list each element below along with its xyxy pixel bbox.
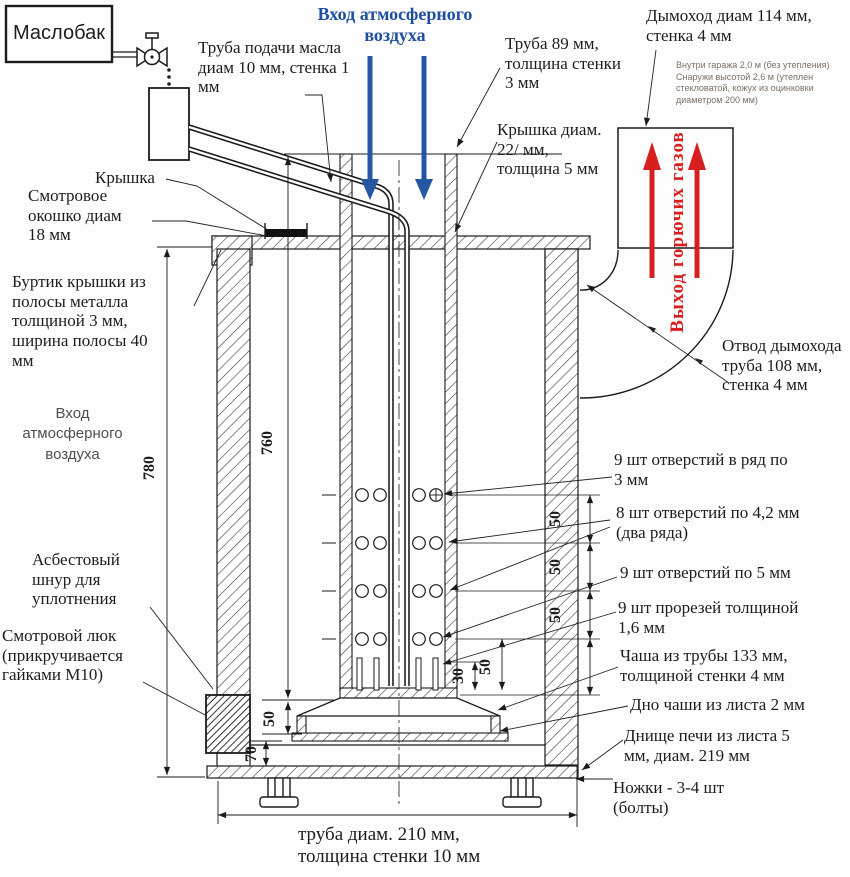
dim-780: 780 [141,456,158,480]
casing-left-wall [217,249,250,695]
inner-tube-right-wall [445,154,457,690]
bowl-bottom-sheet [292,733,508,741]
air-inlet-top-label: Вход атмосферного воздуха [317,4,473,45]
oil-tank-label: Маслобак [13,22,105,45]
flue-outlet-label: Отвод дымохода труба 108 мм, стенка 4 мм [722,336,842,395]
dim-50-a: 50 [547,511,564,527]
oil-drip-dots [167,68,171,86]
inspection-hatch-block [206,695,250,753]
dim-30: 30 [450,668,467,684]
inspection-window-label: Смотровое окошко диам 18 мм [28,186,122,245]
legs-label: Ножки - 3-4 шт (болты) [613,778,725,817]
furnace-bottom-label: Днище печи из листа 5 мм, диам. 219 мм [624,726,790,765]
lid-label: Крышка [95,168,155,187]
valve-icon [137,33,167,66]
inner-tube-left-wall [340,154,352,690]
chimney-label: Дымоход диам 114 мм, стенка 4 мм [646,6,812,45]
elbow-outer-arc [580,250,733,398]
asbestos-cord-label: Асбестовый шнур для уплотнения [32,550,120,609]
lid-diameter-label: Крышка диам. 22/ мм, толщина 5 мм [497,120,602,179]
air-slots [357,658,438,690]
bowl-wall-right [491,716,500,734]
bowl-funnel [297,698,500,716]
bowl-wall-left [297,716,306,734]
leg-bolt-right [503,778,541,807]
dim-50-bowl: 50 [261,711,278,727]
air-inlet-left-label: Вход атмосферного воздуха [22,405,123,463]
oil-intermediate-tank [149,88,189,160]
lid-plate [212,236,590,249]
inspection-window-glass [265,229,307,237]
leg-bolt-left [260,778,298,807]
dim-760: 760 [259,431,276,455]
dim-50-b: 50 [547,559,564,575]
dim-50-c: 50 [547,607,564,623]
holes-42mm-label: 8 шт отверстий по 4,2 мм (два ряда) [616,503,800,542]
air-inlet-arrows [361,56,433,200]
dim-70: 70 [243,746,260,762]
inspection-hatch-label: Смотровой люк (прикручивается гайками М10) [2,626,123,685]
oil-feed-pipe-label: Труба подачи масла диам 10 мм, стенка 1 мм [198,38,350,97]
gas-outlet-label: Выход горючих газов [667,131,688,333]
dim-50-d: 50 [477,659,494,675]
slots-label: 9 шт прорезей толщиной 1,6 мм [618,598,799,637]
garage-note: Внутри гаража 2,0 м (без утепления) Снаружи высотой 2,6 м (утеплен стекловатой, кожух из оцинковки диаметром 200 мм) [676,60,830,106]
lid-rim-label: Буртик крышки из полосы металла толщиной 3 мм, ширина полосы 40 мм [12,272,148,370]
bowl-label: Чаша из трубы 133 мм, толщиной стенки 4 мм [620,646,788,685]
bowl-bottom-label: Дно чаши из листа 2 мм [630,695,805,714]
tube-89-label: Труба 89 мм, толщина стенки 3 мм [505,34,622,93]
holes-3mm-label: 9 шт отверстий в ряд по 3 мм [614,450,788,489]
elbow-inner-arc [580,250,618,290]
holes-5mm-label: 9 шт отверстий по 5 мм [620,563,791,582]
burner-bowl [292,698,508,741]
base-caption: труба диам. 210 мм, толщина стенки 10 мм [298,824,481,868]
furnace-bottom-plate [207,766,578,778]
